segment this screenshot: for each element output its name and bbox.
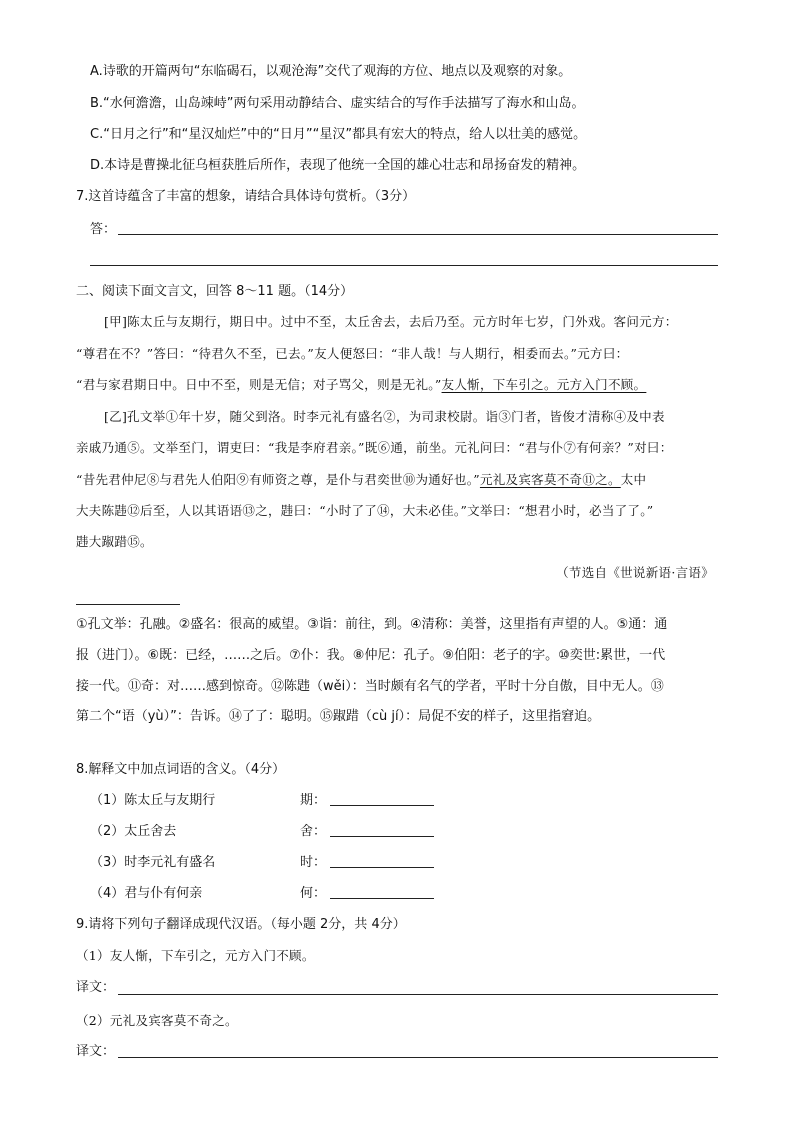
q7-question: 7.这首诗蕴含了丰富的想象，请结合具体诗句赏析。（3分） — [76, 189, 416, 204]
q8-title: 8.解释文中加点词语的含义。（4分） — [76, 762, 286, 777]
q8-item-1-word: 期： — [300, 793, 327, 808]
passage-yi-line-3-tail: 太中 — [620, 472, 647, 487]
q6-option-d: D.本诗是曹操北征乌桓获胜后所作，表现了他统一全国的雄心壮志和昂扬奋发的精神。 — [90, 158, 586, 173]
q8-item-2-blank[interactable] — [330, 822, 434, 837]
passage-jia-line-3-text: “君与家君期日中。日中不至，则是无信；对子骂父，则是无礼。” — [76, 377, 442, 392]
q6-option-c: C.“日月之行”和“星汉灿烂”中的“日月”“星汉”都具有宏大的特点，给人以壮美的感觉。 — [90, 127, 587, 142]
q7-answer-line-1[interactable] — [118, 234, 718, 235]
q8-item-3-answer — [300, 853, 434, 873]
q8-item-2-answer — [300, 822, 434, 842]
q6-option-a: A.诗歌的开篇两句“东临碣石，以观沧海”交代了观海的方位、地点以及观察的对象。 — [90, 64, 572, 79]
footnote-line-1: ①孔文举：孔融。②盛名：很高的威望。③诣：前往，到。④清称：美誉，这里指有声望的人。⑤通：通 — [76, 617, 668, 632]
passage-yi-line-3 — [76, 470, 646, 490]
passage-jia-line-1: [甲]陈太丘与友期行，期日中。过中不至，太丘舍去，去后乃至。元方时年七岁，门外戏。客问元方： — [104, 314, 678, 329]
passage-yi-line-2: 亲戚乃通⑤。文举至门，谓吏曰：“我是李府君亲。”既⑥通，前坐。元礼问曰：“君与仆⑦有何亲？”对曰： — [76, 440, 673, 455]
passage-yi-line-3-text: “昔先君仲尼⑧与君先人伯阳⑨有师资之尊，是仆与君奕世⑩为通好也。” — [76, 472, 480, 487]
passage-jia-line-3 — [76, 375, 646, 395]
q8-item-4-answer — [300, 884, 434, 904]
q9-sentence-1: （1）友人惭，下车引之，元方入门不顾。 — [76, 948, 315, 963]
footnote-separator — [76, 604, 180, 605]
passage-source: （节选自《世说新语·言语》 — [556, 565, 714, 580]
q7-answer-line-2[interactable] — [90, 265, 718, 266]
passage-jia-line-2: “尊君在不？”答曰：“待君久不至，已去。”友人便怒曰：“非人哉！与人期行，相委而去。”元方曰： — [76, 346, 629, 361]
q8-item-3-blank[interactable] — [330, 853, 434, 868]
q9-translation-label-1: 译文： — [76, 980, 116, 995]
q8-item-1-label: （1）陈太丘与友期行 — [90, 793, 216, 808]
passage-yi-underlined-sentence: 元礼及宾客莫不奇⑪之。 — [479, 472, 621, 487]
q6-option-b: B.“水何澹澹，山岛竦峙”两句采用动静结合、虚实结合的写作手法描写了海水和山岛。 — [90, 96, 585, 111]
q9-translation-label-2: 译文： — [76, 1044, 116, 1059]
passage-yi-line-1: [乙]孔文举①年十岁，随父到洛。时李元礼有盛名②，为司隶校尉。诣③门者，皆俊才清称④及中表 — [104, 409, 665, 424]
passage-jia-underlined-sentence: 友人惭，下车引之。元方入门不顾。 — [441, 377, 647, 392]
q8-item-4-label: （4）君与仆有何亲 — [90, 886, 203, 901]
footnote-line-4: 第二个“语（yù）”：告诉。⑭了了：聪明。⑮踧踖（cù jí）：局促不安的样子，这里指窘迫。 — [76, 709, 601, 724]
section2-title: 二、阅读下面文言文，回答 8～11 题。（14分） — [76, 284, 354, 299]
q8-item-4-word: 何： — [300, 886, 327, 901]
footnote-line-2: 报（进门）。⑥既：已经，……之后。⑦仆：我。⑧仲尼：孔子。⑨伯阳：老子的字。⑩奕世:累世，一代 — [76, 648, 666, 663]
q9-translation-line-2[interactable] — [118, 1057, 718, 1058]
q8-item-4-blank[interactable] — [330, 884, 434, 899]
q9-title: 9.请将下列句子翻译成现代汉语。（每小题 2分，共 4分） — [76, 917, 406, 932]
q7-answer-label: 答： — [90, 222, 117, 237]
q8-item-1-blank[interactable] — [330, 791, 434, 806]
passage-yi-line-5: 韪大踧踖⑮。 — [76, 534, 153, 549]
q8-item-1-answer — [300, 791, 434, 811]
q8-item-2-word: 舍： — [300, 824, 327, 839]
passage-yi-line-4: 大夫陈韪⑫后至，人以其语语⑬之，韪曰：“小时了了⑭，大未必佳。”文举曰：“想君小时，必当了了。” — [76, 503, 654, 518]
q8-item-3-word: 时： — [300, 855, 327, 870]
footnote-line-3: 接一代。⑪奇：对……感到惊奇。⑫陈韪（wěi）：当时颇有名气的学者，平时十分自傲，目中无人。⑬ — [76, 679, 664, 694]
q8-item-3-label: （3）时李元礼有盛名 — [90, 855, 216, 870]
q9-sentence-2: （2）元礼及宾客莫不奇之。 — [76, 1013, 238, 1028]
q8-item-2-label: （2）太丘舍去 — [90, 824, 177, 839]
q9-translation-line-1[interactable] — [118, 994, 718, 995]
